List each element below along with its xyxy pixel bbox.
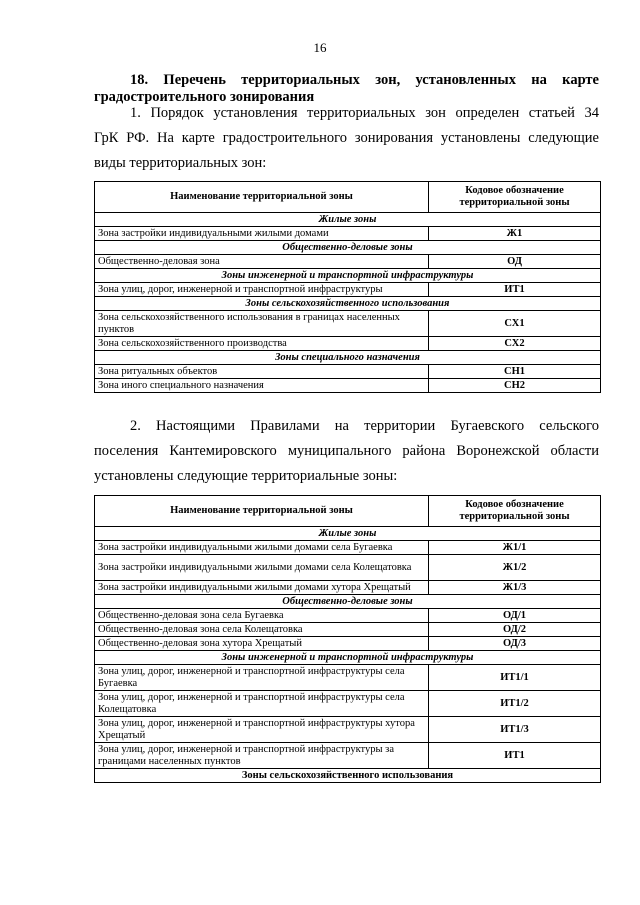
- header-zone-name: Наименование территориальной зоны: [95, 182, 429, 213]
- zones-table-2-body: [95, 496, 601, 783]
- zone-code-cell: Ж1/2: [429, 555, 601, 581]
- paragraph-2-line-3: установлены следующие территориальные зоны:: [94, 468, 398, 484]
- zone-group-title: Жилые зоны: [95, 213, 601, 227]
- zone-row: [95, 581, 601, 595]
- zone-group-row: [95, 595, 601, 609]
- zone-group-title: Зоны сельскохозяйственного использования: [95, 769, 601, 783]
- zone-name-cell: Зона застройки индивидуальными жилыми домами: [95, 227, 429, 241]
- section-title-line-1: 18. Перечень территориальных зон, установленных на карте: [130, 72, 599, 88]
- zone-row: [95, 311, 601, 337]
- header-zone-code: Кодовое обозначение территориальной зоны: [429, 496, 601, 527]
- zones-table-1-body: [95, 182, 601, 393]
- zone-name-cell: Общественно-деловая зона хутора Хрещатый: [95, 637, 429, 651]
- zone-row: [95, 255, 601, 269]
- zone-code-cell: СХ2: [429, 337, 601, 351]
- paragraph-1-line-2: ГрК РФ. На карте градостроительного зонирования установлены следующие: [94, 130, 599, 146]
- zone-name-cell: Зона сельскохозяйственного использования в границах населенных пунктов: [95, 311, 429, 337]
- zone-row: [95, 609, 601, 623]
- zone-name-cell: Зона застройки индивидуальными жилыми домами хутора Хрещатый: [95, 581, 429, 595]
- zone-row: [95, 365, 601, 379]
- zone-code-cell: ИТ1: [429, 283, 601, 297]
- zone-group-row: [95, 651, 601, 665]
- zone-row: [95, 555, 601, 581]
- zone-code-cell: ИТ1/3: [429, 717, 601, 743]
- zone-group-title: Общественно-деловые зоны: [95, 241, 601, 255]
- paragraph-2-line-2: поселения Кантемировского муниципального района Воронежской области: [94, 443, 599, 459]
- zone-group-row: [95, 213, 601, 227]
- header-zone-code: Кодовое обозначение территориальной зоны: [429, 182, 601, 213]
- zone-code-cell: Ж1: [429, 227, 601, 241]
- zone-row: [95, 691, 601, 717]
- zone-row: [95, 717, 601, 743]
- zone-name-cell: Зона застройки индивидуальными жилыми домами села Бугаевка: [95, 541, 429, 555]
- zone-group-row: [95, 241, 601, 255]
- zone-row: [95, 541, 601, 555]
- paragraph-1: [94, 101, 599, 176]
- zone-group-row: [95, 269, 601, 283]
- paragraph-2: [94, 414, 599, 489]
- zones-table-2: [94, 495, 601, 783]
- zone-code-cell: Ж1/3: [429, 581, 601, 595]
- zone-group-title: Зоны инженерной и транспортной инфраструктуры: [95, 269, 601, 283]
- zone-code-cell: ОД/1: [429, 609, 601, 623]
- zone-group-row: [95, 769, 601, 783]
- zone-group-row: [95, 527, 601, 541]
- zone-row: [95, 283, 601, 297]
- zone-name-cell: Общественно-деловая зона села Колещатовка: [95, 623, 429, 637]
- zone-name-cell: Зона улиц, дорог, инженерной и транспортной инфраструктуры села Бугаевка: [95, 665, 429, 691]
- zone-group-title: Зоны инженерной и транспортной инфраструктуры: [95, 651, 601, 665]
- zone-group-row: [95, 297, 601, 311]
- zone-name-cell: Зона улиц, дорог, инженерной и транспортной инфраструктуры хутора Хрещатый: [95, 717, 429, 743]
- zone-name-cell: Зона улиц, дорог, инженерной и транспортной инфраструктуры: [95, 283, 429, 297]
- zone-row: [95, 227, 601, 241]
- zone-name-cell: Общественно-деловая зона: [95, 255, 429, 269]
- zone-code-cell: ОД: [429, 255, 601, 269]
- zone-row: [95, 743, 601, 769]
- section-title-line-2: градостроительного зонирования: [94, 89, 315, 105]
- zone-code-cell: ИТ1/2: [429, 691, 601, 717]
- table-header-row: [95, 496, 601, 527]
- zone-name-cell: Зона улиц, дорог, инженерной и транспортной инфраструктуры за границами населенных пунктов: [95, 743, 429, 769]
- header-zone-name: Наименование территориальной зоны: [95, 496, 429, 527]
- page-number: 16: [313, 40, 327, 55]
- zone-name-cell: Зона ритуальных объектов: [95, 365, 429, 379]
- zone-group-title: Общественно-деловые зоны: [95, 595, 601, 609]
- zone-row: [95, 379, 601, 393]
- zone-code-cell: СХ1: [429, 311, 601, 337]
- zone-code-cell: ОД/2: [429, 623, 601, 637]
- zone-code-cell: ОД/3: [429, 637, 601, 651]
- zone-code-cell: Ж1/1: [429, 541, 601, 555]
- zone-name-cell: Зона иного специального назначения: [95, 379, 429, 393]
- table-header-row: [95, 182, 601, 213]
- paragraph-1-line-3: виды территориальных зон:: [94, 155, 267, 171]
- zone-code-cell: ИТ1/1: [429, 665, 601, 691]
- zone-code-cell: СН1: [429, 365, 601, 379]
- zone-name-cell: Зона сельскохозяйственного производства: [95, 337, 429, 351]
- zones-table-1: [94, 181, 601, 393]
- paragraph-1-line-1: 1. Порядок установления территориальных зон определен статьей 34: [130, 105, 599, 121]
- zone-group-row: [95, 351, 601, 365]
- paragraph-2-line-1: 2. Настоящими Правилами на территории Бугаевского сельского: [130, 418, 599, 434]
- zone-group-title: Зоны сельскохозяйственного использования: [95, 297, 601, 311]
- zone-group-title: Зоны специального назначения: [95, 351, 601, 365]
- zone-row: [95, 623, 601, 637]
- zone-row: [95, 637, 601, 651]
- zone-name-cell: Общественно-деловая зона села Бугаевка: [95, 609, 429, 623]
- zone-group-title: Жилые зоны: [95, 527, 601, 541]
- zone-name-cell: Зона улиц, дорог, инженерной и транспортной инфраструктуры села Колещатовка: [95, 691, 429, 717]
- zone-code-cell: ИТ1: [429, 743, 601, 769]
- zone-row: [95, 665, 601, 691]
- zone-row: [95, 337, 601, 351]
- zone-code-cell: СН2: [429, 379, 601, 393]
- zone-name-cell: Зона застройки индивидуальными жилыми домами села Колещатовка: [95, 555, 429, 581]
